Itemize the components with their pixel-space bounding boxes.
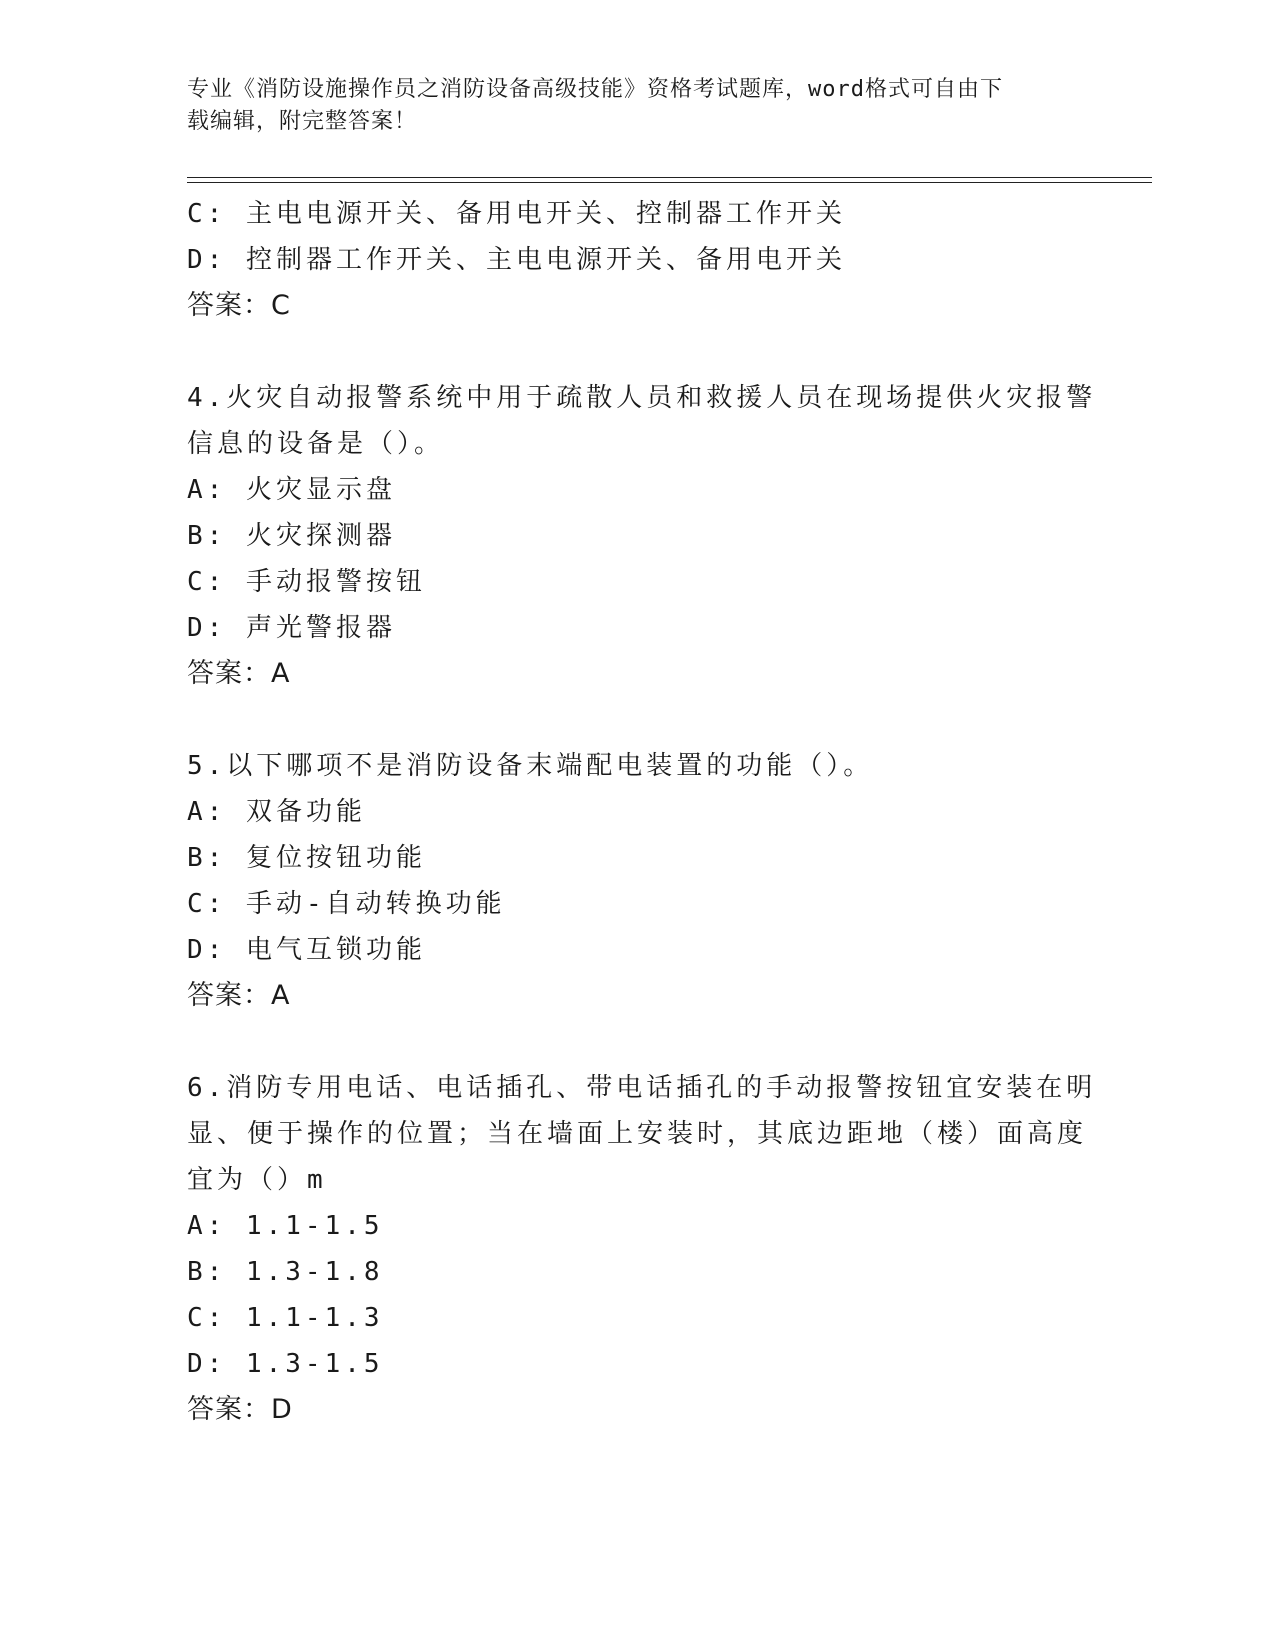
option-d: D: 声光警报器 [187,613,396,643]
option-d: D: 控制器工作开关、主电电源开关、备用电开关 [187,245,846,275]
question-stem-line: 6.消防专用电话、电话插孔、带电话插孔的手动报警按钮宜安装在明 [187,1073,1097,1103]
option-c: C: 手动报警按钮 [187,567,426,597]
option-a: A: 火灾显示盘 [187,475,396,505]
header-line-1: 专业《消防设施操作员之消防设备高级技能》资格考试题库，word格式可自由下 [187,77,1003,102]
option-b: B: 复位按钮功能 [187,843,426,873]
answer-label: 答案：A [187,658,291,689]
option-a: A: 1.1-1.5 [187,1211,384,1241]
question-stem-line: 4.火灾自动报警系统中用于疏散人员和救援人员在现场提供火灾报警 [187,383,1097,413]
option-c: C: 1.1-1.3 [187,1303,384,1333]
question-stem-line: 信息的设备是（）。 [187,429,445,459]
question-stem-line: 显、便于操作的位置；当在墙面上安装时，其底边距地（楼）面高度 [187,1119,1088,1149]
question-stem-line: 5.以下哪项不是消防设备末端配电装置的功能（）。 [187,751,874,781]
document-header [187,74,1067,138]
option-c: C: 主电电源开关、备用电开关、控制器工作开关 [187,199,846,229]
answer-label: 答案：A [187,980,291,1011]
option-a: A: 双备功能 [187,797,366,827]
option-d: D: 1.3-1.5 [187,1349,384,1379]
question-4 [187,375,1097,697]
question-stem-line: 宜为（）m [187,1165,327,1195]
question-3-tail [187,191,1067,329]
spacer [187,697,1067,743]
option-b: B: 1.3-1.8 [187,1257,384,1287]
header-line-2: 载编辑，附完整答案！ [187,109,418,134]
question-6 [187,1065,1097,1433]
header-divider-top [187,177,1152,178]
option-c: C: 手动-自动转换功能 [187,889,506,919]
header-divider-bottom [187,182,1152,183]
question-list [187,191,1097,1433]
spacer [187,1019,1067,1065]
question-5 [187,743,1067,1019]
option-d: D: 电气互锁功能 [187,935,426,965]
answer-label: 答案：D [187,1394,293,1425]
spacer [187,329,1067,375]
option-b: B: 火灾探测器 [187,521,396,551]
answer-label: 答案：C [187,290,291,321]
